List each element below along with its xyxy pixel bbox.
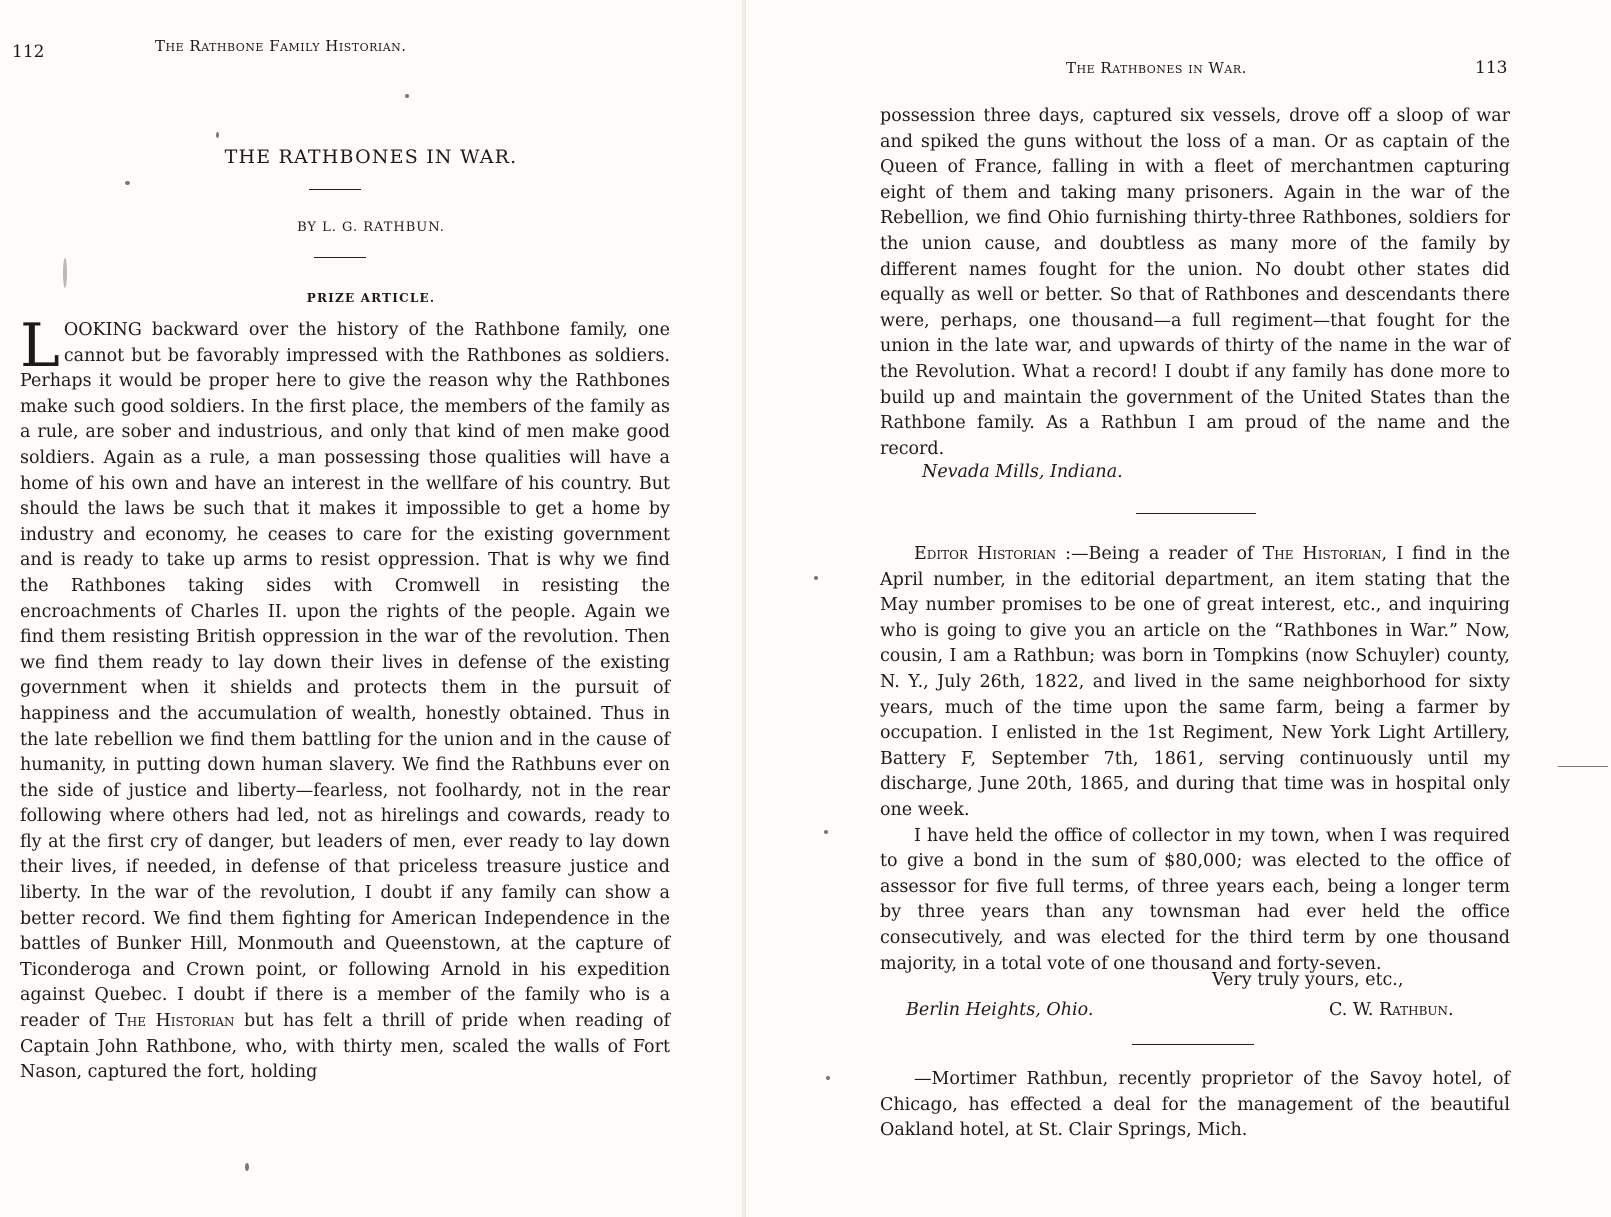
left-page [0,0,742,1217]
body-text-part1: OOKING backward over the history of the Rathbone family, one cannot but be favorably impressed with the Rathbones as soldiers. Perhaps it would be proper here to give the reason why the Rathbones make such good soldiers. In the first place, the members of the family as a rule, are sober and industrious, and only that kind of men make good soldiers. Again as a rule, a man possessing those qualities will have a home of his own and have an interest in the wellfare of his country. But should the laws be such that it makes it impossible to get a home by industry and economy, he ceases to care for the existing government and is ready to take up arms to resist oppression. That is why we find the Rathbones taking sides with Cromwell in resisting the encroachments of Charles II. upon the rights of the people. Again we find them resisting British oppression in the war of the revolution. Then we find them ready to lay down their lives in defense of the existing government when it shields and protects them in the pursuit of happiness and the accumulation of wealth, honestly obtained. Thus in the late rebellion we find them battling for the union and in the cause of humanity, in putting down human slavery. We find the Rathbuns ever on the side of justice and liberty—fearless, not foolhardy, not in the rear following where others had led, not as hirelings and cowards, ready to fly at the first cry of danger, but leaders of men, ever ready to lay down their lives, if needed, in defense of that priceless treasure justice and liberty. In the war of the revolution, I doubt if any family can show a better record. We find them fighting for American Independence in the battles of Bunker Hill, Monmouth and Queenstown, at the capture of Ticonderoga and Crown point, or following Arnold in his expedition against Quebec. I doubt if there is a member of the family who is a reader of [20,320,670,1032]
running-head: The Rathbones in War. [1066,59,1247,77]
title-rule [309,189,361,190]
ink-speck [824,830,828,834]
article-continuation: possession three days, captured six vessels, drove off a sloop of war and spiked the guns without the loss of a man. Or as captain of the Queen of France, falling in with a fleet of merchantmen capturing eight of them and taking many prisoners. Again in the war of the Rebellion, we find Ohio furnishing thirty-three Rathbones, soldiers for the union cause, and doubtless as many more of the family by different names fought for the union. No doubt other states did equally as well or better. So that of Rathbones and descendants there were, perhaps, one thousand—a full regiment—that fought for the union in the late war, and upwards of thirty of the name in the war of the Revolution. What a record! I doubt if any family has done more to build up and maintain the government of the United States than the Rathbone family. As a Rathbun I am proud of the name and the record. [880,106,1510,459]
news-item [880,1067,1510,1144]
article-body [20,311,671,1086]
page-number: 113 [1475,58,1508,78]
letter-paragraph-2: I have held the office of collector in my town, when I was required to give a bond in the sum of $80,000; was elected to the office of assessor for five full terms, of three years each, being a longer term by three years than any townsman had ever held the office consecutively, and was elected for the third term by one thousand majority, in a total vote of one thousand and forty-seven. [880,825,1510,974]
letter-closing: Very truly yours, etc., [1212,970,1404,990]
section-label: PRIZE ARTICLE. [306,291,436,305]
body-text-part2: but has felt a thrill of pride when reading of Captain John Rathbone, who, with thirty men, scaled the walls of Fort Nason, captured the fort, holding [20,1011,671,1083]
article-title: THE RATHBONES IN WAR. [224,146,518,168]
section-divider [1132,1044,1254,1045]
ink-speck [216,132,219,138]
ink-speck [814,576,818,580]
magazine-name: The Historian [115,1011,235,1032]
section-divider [1136,513,1256,514]
letter-body [880,542,1510,977]
ink-speck [63,258,67,288]
letter-lead: :—Being a reader of [1065,544,1254,564]
magazine-name: The Historian, [1262,544,1388,564]
right-page [746,0,1611,1217]
ink-speck [1558,766,1608,767]
running-head: The Rathbone Family Historian. [155,37,407,55]
ink-speck [405,94,409,98]
ink-speck [245,1163,249,1171]
author-location: Nevada Mills, Indiana. [922,462,1123,482]
news-text: —Mortimer Rathbun, recently proprietor of the Savoy hotel, of Chicago, has effected a deal for the management of the beautiful Oakland hotel, at St. Clair Springs, Mich. [880,1069,1510,1141]
ink-speck [826,1076,830,1080]
drop-cap: L [20,311,60,381]
page-number: 112 [12,42,45,62]
letter-signature: C. W. Rathbun. [1329,1000,1454,1020]
ink-speck [125,181,130,185]
letter-salutation: Editor Historian [914,544,1057,564]
byline-rule [314,257,366,258]
byline: BY L. G. RATHBUN. [297,220,445,235]
letter-location: Berlin Heights, Ohio. [906,1000,1094,1020]
letter-text: I find in the April number, in the editorial department, an item stating that the May number promises to be one of great interest, etc., and inquiring who is going to give you an article on the “Rathbones in War.” Now, cousin, I am a Rathbun; was born in Tompkins (now Schuyler) county, N. Y., July 26th, 1822, and lived in the same neighborhood for sixty years, much of the time upon the same farm, being a farmer by occupation. I enlisted in the 1st Regiment, New York Light Artillery, Battery F, September 7th, 1861, serving continuously until my discharge, June 20th, 1865, and during that time was in hospital only one week. [880,544,1510,820]
letter-paragraph-1 [880,542,1510,824]
